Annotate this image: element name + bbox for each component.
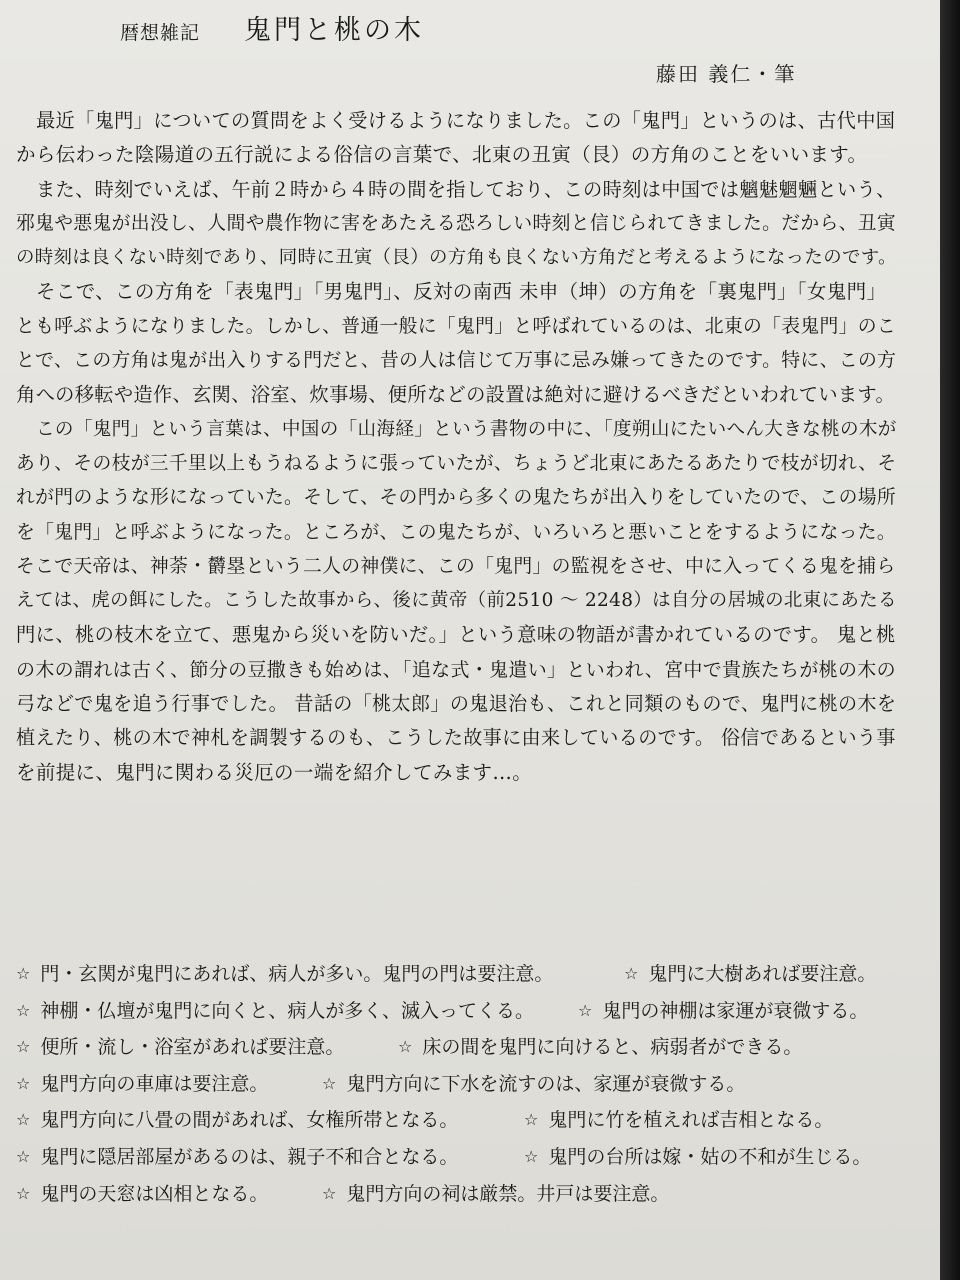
tip-text: 鬼門の台所は嫁・姑の不和が生じる。 [548,1145,872,1168]
tip-item [16,1102,458,1139]
tip-item [16,1066,268,1103]
body-line: 邪鬼や悪鬼が出没し、人間や農作物に害をあたえる恐ろしい時刻と信じられてきました。だから、丑寅 [16,212,897,234]
star-icon: ☆ [524,1110,539,1130]
star-icon: ☆ [16,964,31,983]
body-line: を「鬼門」と呼ぶようになった。ところが、この鬼たちが、いろいろと悪いことをするようになった。 [16,521,897,543]
tip-row [16,1066,916,1103]
tips-list [16,956,916,1212]
tip-item [16,1139,458,1176]
article-title: 鬼門と桃の木 [244,15,425,46]
tip-row [16,1102,916,1139]
body-line: を前提に、鬼門に関わる災厄の一端を紹介してみます…。 [16,760,533,784]
tip-item [398,1029,802,1066]
tip-text: 鬼門方向の車庫は要注意。 [40,1072,269,1095]
star-icon: ☆ [16,1073,31,1093]
tip-item [16,1029,344,1066]
tip-text: 鬼門方向の祠は厳禁。井戸は要注意。 [346,1182,670,1205]
tip-item [524,1102,833,1139]
tip-item [624,956,876,993]
tip-text: 門・玄関が鬼門にあれば、病人が多い。鬼門の門は要注意。 [40,963,554,985]
body-line: とで、この方角は鬼が出入りする門だと、昔の人は信じて万事に忌み嫌ってきたのです。特に、この方 [16,350,897,372]
body-line: えては、虎の餌にした。こうした故事から、後に黄帝（前2510 ～ 2248）は自分の居城の北東にあたる [16,590,897,612]
star-icon: ☆ [16,1110,31,1130]
star-icon: ☆ [16,1037,31,1057]
tip-item [322,1176,669,1213]
tip-text: 神棚・仏壇が鬼門に向くと、病人が多く、滅入ってくる。 [40,999,534,1022]
star-icon: ☆ [322,1183,337,1203]
star-icon: ☆ [16,1183,31,1203]
body-line: 植えたり、桃の木で神札を調製するのも、こうした故事に由来しているのです。 俗信であるという事 [16,726,896,750]
tip-item [578,993,868,1030]
body-line: とも呼ぶようになりました。しかし、普通一般に「鬼門」と呼ばれているのは、北東の「表鬼門」のこ [16,315,897,337]
body-line: から伝わった陰陽道の五行説による俗信の言葉で、北東の丑寅（艮）の方角のことをいいます。 [16,143,868,167]
body-line: の時刻は良くない時刻であり、同時に丑寅（艮）の方角も良くない方角だと考えるようになったのです。 [16,247,897,269]
tip-text: 鬼門に隠居部屋があるのは、親子不和合となる。 [40,1145,459,1168]
tip-item [16,956,553,993]
author-byline: 藤田 義仁・筆 [656,62,797,86]
star-icon: ☆ [16,1146,31,1166]
body-line: また、時刻でいえば、午前２時から４時の間を指しており、この時刻は中国では魑魅魍魎という、 [36,177,896,201]
body-line: あり、その枝が三千里以上もうねるように張っていたが、ちょうど北東にあたるあたりで枝が切れ、そ [16,452,897,474]
body-line: 角への移転や造作、玄関、浴室、炊事場、便所などの設置は絶対に避けるべきだといわれています。 [16,383,896,407]
body-line: 弓などで鬼を追う行事でした。 昔話の「桃太郎」の鬼退治も、これと同類のもので、鬼門に桃の木を [16,693,897,716]
tip-text: 鬼門に竹を植えれば吉相となる。 [548,1109,834,1132]
tip-item [16,993,534,1030]
body-line: そこで天帝は、神荼・欝塁という二人の神僕に、この「鬼門」の監視をさせ、中に入ってくる鬼を捕ら [16,555,896,577]
article-body [16,104,896,790]
page-edge-shadow [940,0,960,1280]
body-line: そこで、この方角を「表鬼門」「男鬼門」、反対の南西 未申（坤）の方角を「裏鬼門」「女鬼門」 [36,280,887,304]
tip-text: 鬼門に大樹あれば要注意。 [648,963,877,985]
tip-item [16,1176,268,1213]
tip-text: 鬼門の天窓は凶相となる。 [40,1182,269,1205]
star-icon: ☆ [578,1000,593,1020]
tip-text: 鬼門方向に八畳の間があれば、女権所帯となる。 [40,1109,459,1132]
tip-row [16,956,916,993]
tip-item [322,1066,745,1103]
tip-text: 便所・流し・浴室があれば要注意。 [40,1036,345,1059]
tip-text: 鬼門方向に下水を流すのは、家運が衰微する。 [346,1072,746,1095]
tip-text: 鬼門の神棚は家運が衰微する。 [602,999,869,1022]
tip-text: 床の間を鬼門に向けると、病弱者ができる。 [422,1036,803,1059]
body-line: の木の謂れは古く、節分の豆撒きも始めは、「追な式・鬼遣い」といわれ、宮中で貴族たちが桃の木の [16,658,896,681]
body-line: れが門のような形になっていた。そして、その門から多くの鬼たちが出入りをしていたので、この場所 [16,487,897,509]
series-title: 暦想雑記 [120,22,201,44]
star-icon: ☆ [624,964,639,983]
tip-row [16,993,916,1030]
body-line: この「鬼門」という言葉は、中国の「山海経」という書物の中に、「度朔山にたいへん大きな桃の木が [36,418,897,440]
header [120,8,424,48]
star-icon: ☆ [398,1037,413,1057]
body-line: 門に、桃の枝木を立て、悪鬼から災いを防いだ。」という意味の物語が書かれているのです。 鬼と桃 [16,623,896,647]
tip-row [16,1176,916,1213]
star-icon: ☆ [322,1073,337,1093]
tip-item [524,1139,871,1176]
star-icon: ☆ [524,1146,539,1166]
star-icon: ☆ [16,1000,31,1020]
tip-row [16,1029,916,1066]
tip-row [16,1139,916,1176]
body-line: 最近「鬼門」についての質問をよく受けるようになりました。この「鬼門」というのは、古代中国 [36,109,896,132]
